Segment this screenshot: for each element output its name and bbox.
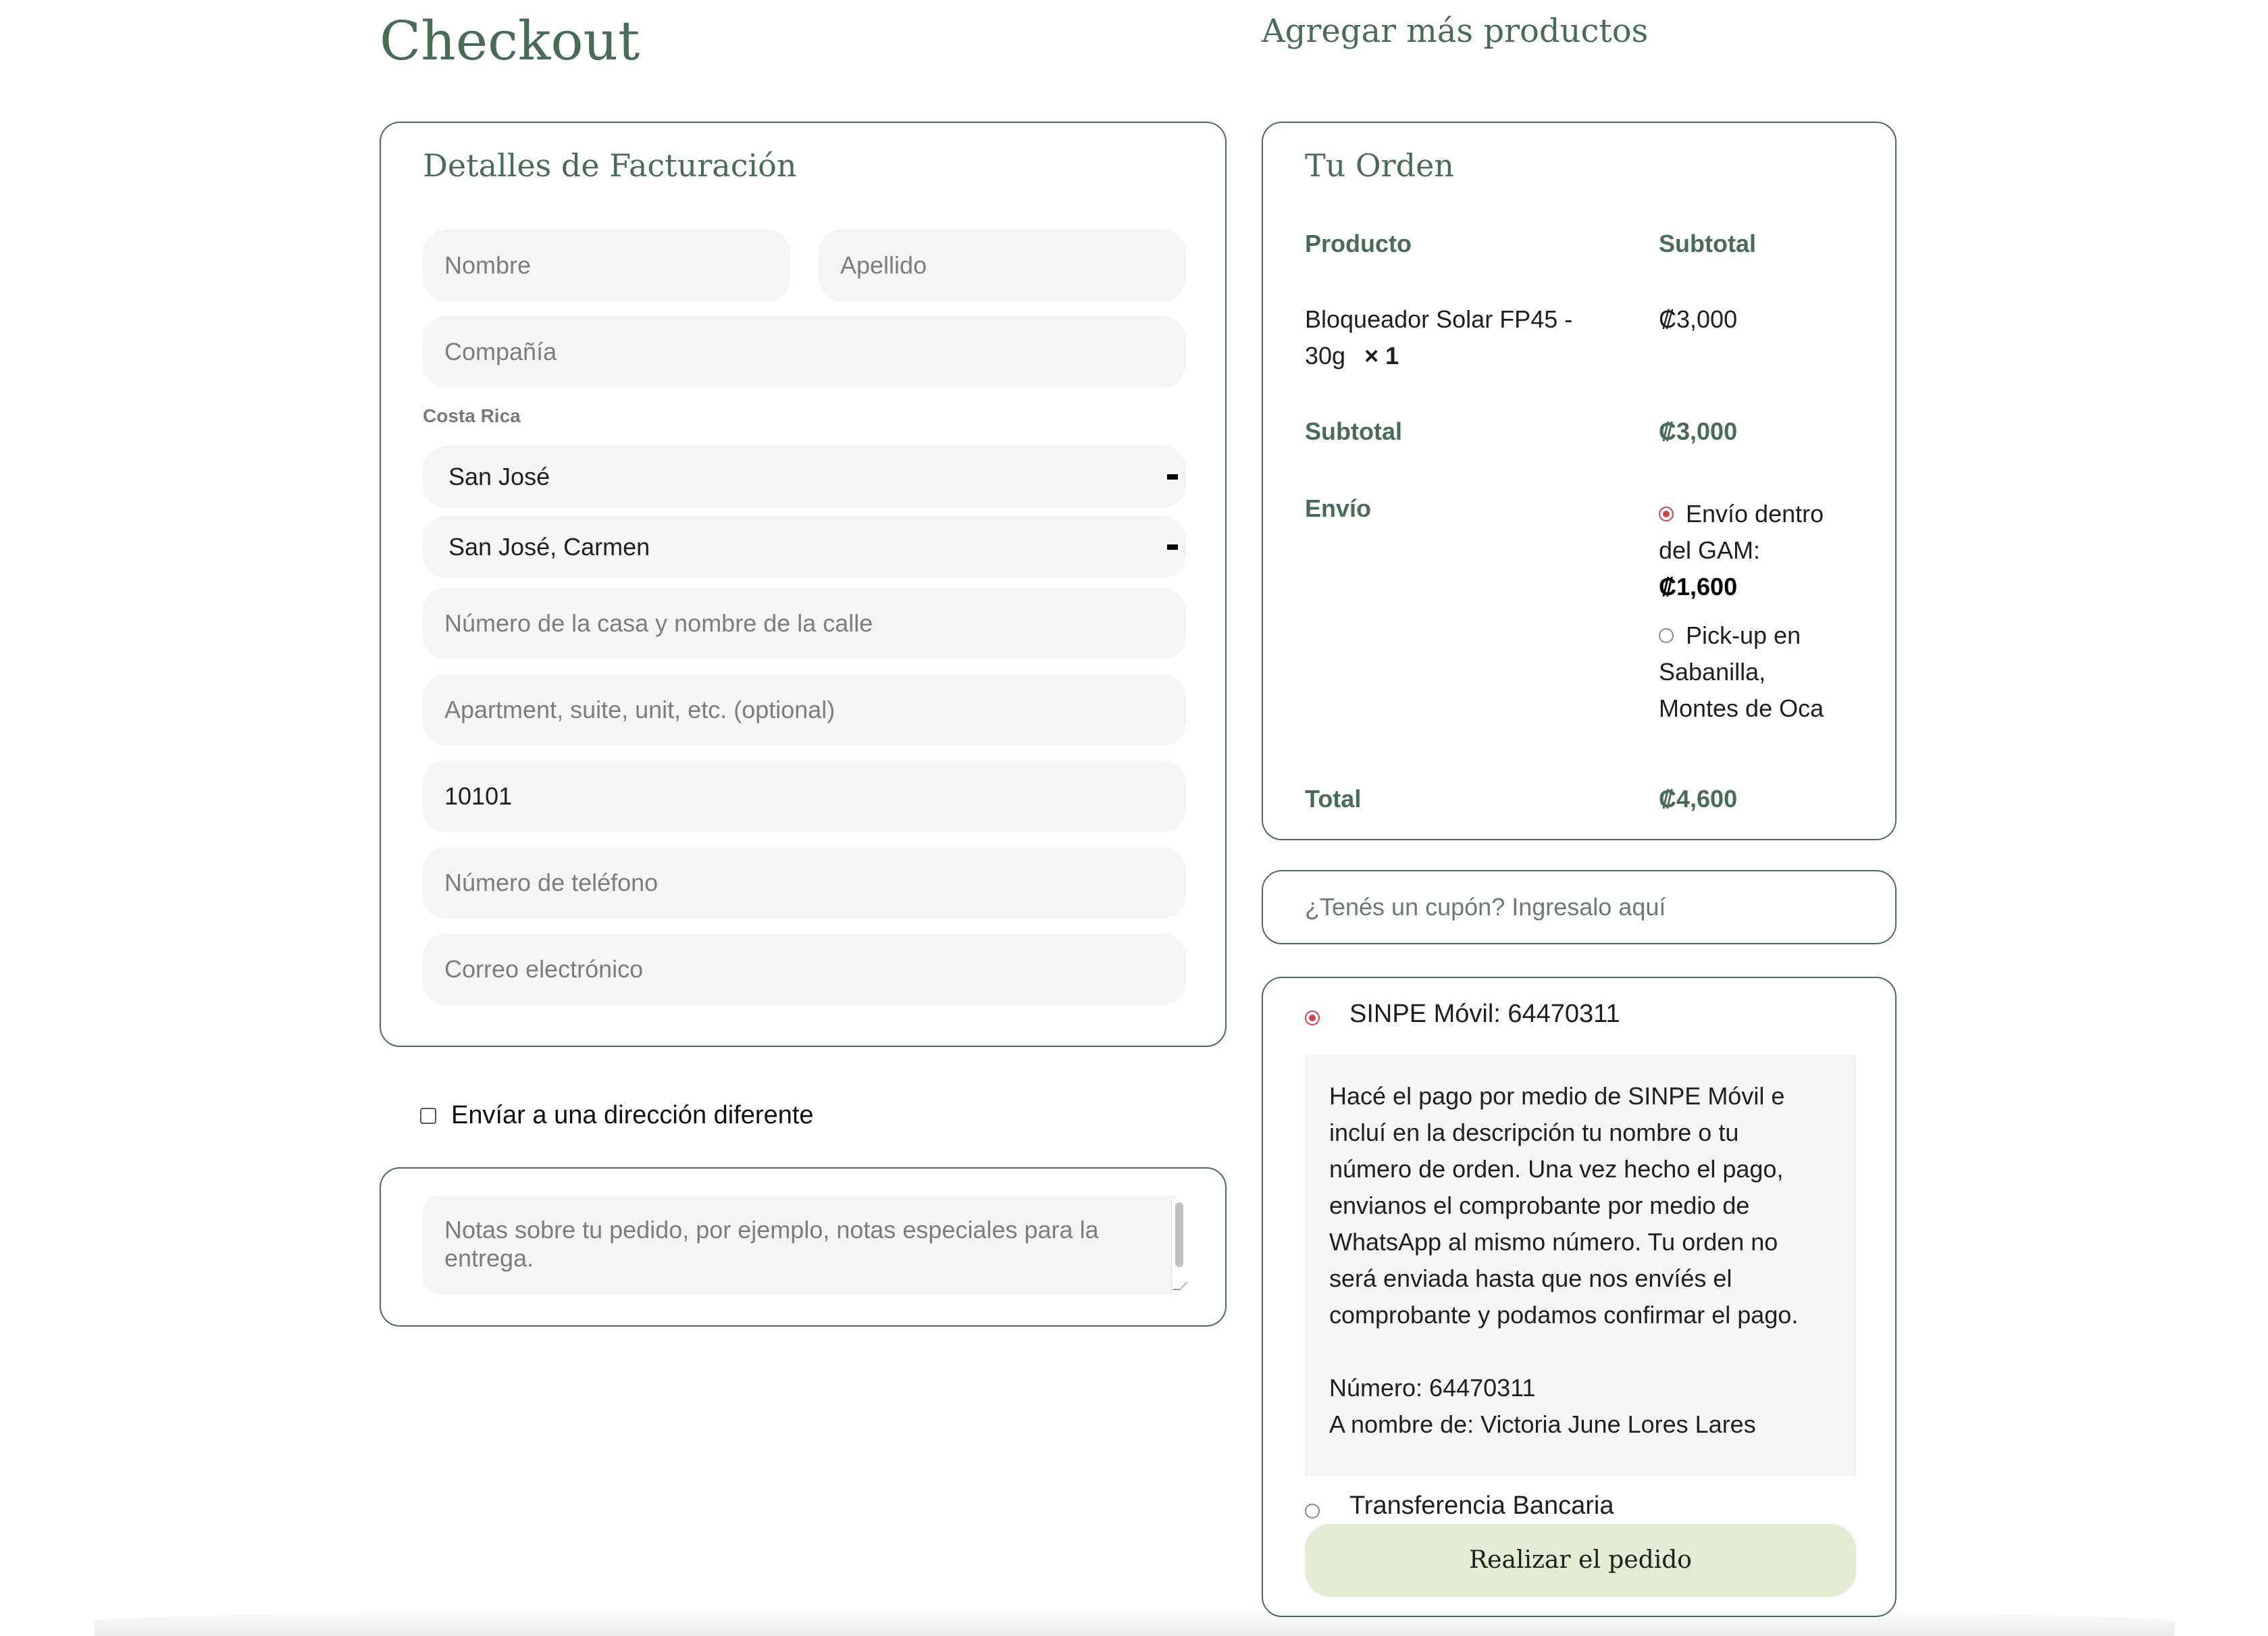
- shipping-option-gam-price: ₡1,600: [1659, 573, 1738, 600]
- order-notes-placeholder: Notas sobre tu pedido, por ejemplo, notas especiales para la entrega.: [444, 1216, 1099, 1272]
- subtotal-value: ₡3,000: [1659, 417, 1738, 445]
- product-name-line2-text: 30g: [1305, 342, 1346, 369]
- payment-description-line: será enviada hasta que nos envíés el: [1329, 1264, 1732, 1292]
- place-order-button[interactable]: [1305, 1524, 1856, 1597]
- product-name-line2: [1305, 338, 1616, 374]
- coupon-text[interactable]: ¿Tenés un cupón? Ingresalo aquí: [1305, 893, 1666, 921]
- payment-description-line: comprobante y podamos confirmar el pago.: [1329, 1301, 1799, 1329]
- company-input[interactable]: Compañía: [423, 316, 1186, 388]
- shipping-option-gam[interactable]: [1659, 496, 1875, 605]
- shipping-option-gam-line2: del GAM:: [1659, 536, 1761, 564]
- coupon-toggle[interactable]: [1262, 870, 1897, 944]
- textarea-scrollbar[interactable]: [1171, 1198, 1187, 1294]
- payment-description-line: WhatsApp al mismo número. Tu orden no: [1329, 1228, 1778, 1256]
- street-address-input[interactable]: Número de la casa y nombre de la calle: [423, 588, 1186, 659]
- payment-sinpe-label[interactable]: SINPE Móvil: 64470311: [1349, 1000, 1620, 1028]
- product-price: ₡3,000: [1659, 305, 1738, 333]
- subtotal-label: Subtotal: [1305, 417, 1402, 445]
- ship-different-label[interactable]: Envíar a una dirección diferente: [451, 1101, 814, 1129]
- resize-handle-icon[interactable]: [1172, 1282, 1188, 1290]
- payment-number-line: Número: 64470311: [1329, 1374, 1536, 1402]
- shipping-option-pickup[interactable]: [1659, 617, 1875, 727]
- chevron-down-icon: [1167, 544, 1178, 550]
- province-value: San José: [448, 463, 550, 490]
- add-more-products-link[interactable]: Agregar más productos: [1262, 12, 1649, 50]
- payment-sinpe-radio[interactable]: [1305, 1011, 1320, 1025]
- payment-description-line: Hacé el pago por medio de SINPE Móvil e: [1329, 1082, 1785, 1110]
- chevron-down-icon: [1167, 474, 1178, 480]
- apartment-input[interactable]: Apartment, suite, unit, etc. (optional): [423, 674, 1186, 746]
- billing-details-panel: [380, 122, 1227, 1047]
- order-summary-panel: [1262, 122, 1897, 840]
- ship-different-checkbox[interactable]: [420, 1108, 436, 1124]
- shipping-option-pickup-line2: Sabanilla,: [1659, 658, 1766, 686]
- postcode-input[interactable]: 10101: [423, 761, 1186, 832]
- province-select[interactable]: [423, 446, 1186, 508]
- bottom-shadow: [95, 1608, 2175, 1636]
- total-value: ₡4,600: [1659, 785, 1738, 813]
- product-quantity: × 1: [1364, 342, 1399, 369]
- payment-description-line: incluí en la descripción tu nombre o tu: [1329, 1119, 1739, 1146]
- email-input[interactable]: Correo electrónico: [423, 934, 1186, 1005]
- phone-input[interactable]: Número de teléfono: [423, 847, 1186, 919]
- column-header-subtotal: Subtotal: [1659, 230, 1756, 257]
- shipping-option-pickup-line3: Montes de Oca: [1659, 694, 1824, 722]
- shipping-option-gam-line1: Envío dentro: [1686, 500, 1824, 528]
- shipping-label: Envío: [1305, 494, 1372, 522]
- order-title: Tu Orden: [1305, 147, 1454, 184]
- order-notes-textarea[interactable]: [423, 1196, 1186, 1294]
- column-header-product: Producto: [1305, 230, 1412, 257]
- scrollbar-thumb[interactable]: [1175, 1202, 1183, 1267]
- payment-transfer-radio[interactable]: [1305, 1504, 1320, 1518]
- payment-transfer-label[interactable]: Transferencia Bancaria: [1349, 1491, 1614, 1520]
- order-notes-panel: [380, 1167, 1227, 1327]
- district-value: San José, Carmen: [448, 533, 650, 561]
- page-title: Checkout: [380, 9, 640, 72]
- payment-description-box: [1305, 1055, 1856, 1477]
- billing-title: Detalles de Facturación: [423, 147, 797, 184]
- district-select[interactable]: [423, 516, 1186, 578]
- payment-name-line: A nombre de: Victoria June Lores Lares: [1329, 1410, 1756, 1438]
- country-label: Costa Rica: [423, 405, 521, 426]
- last-name-input[interactable]: Apellido: [819, 230, 1186, 301]
- place-order-label: Realizar el pedido: [1469, 1546, 1692, 1574]
- product-name-line1: Bloqueador Solar FP45 -: [1305, 305, 1573, 333]
- product-name: [1305, 301, 1616, 374]
- payment-description-line: envianos el comprobante por medio de: [1329, 1192, 1750, 1219]
- first-name-input[interactable]: Nombre: [423, 230, 790, 301]
- payment-description-line: número de orden. Una vez hecho el pago,: [1329, 1155, 1784, 1183]
- payment-panel: [1262, 977, 1897, 1617]
- total-label: Total: [1305, 785, 1362, 813]
- shipping-option-pickup-line1: Pick-up en: [1686, 621, 1801, 649]
